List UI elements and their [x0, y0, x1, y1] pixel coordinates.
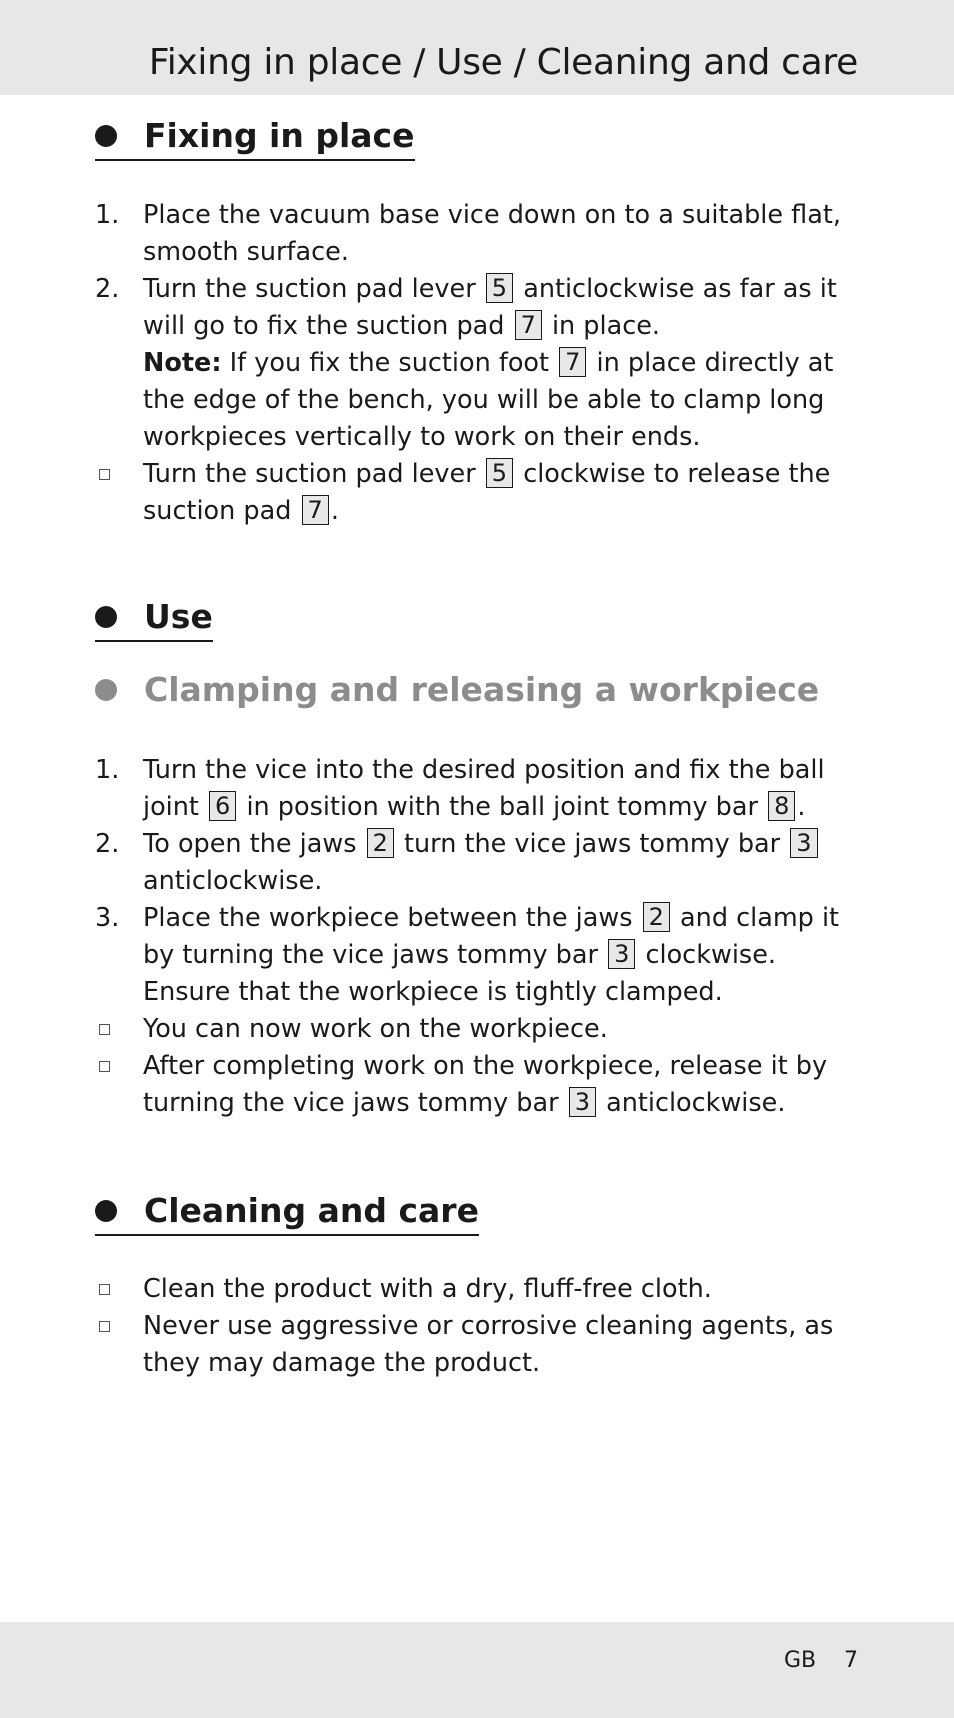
page-number: 7	[844, 1648, 858, 1673]
step-text: .	[797, 792, 806, 822]
list-item	[95, 1048, 865, 1122]
step-text: anticlockwise as far as it will go to fix the suction pad	[143, 274, 837, 341]
section-title: Fixing in place	[144, 116, 415, 155]
part-reference: 5	[486, 458, 513, 488]
list-item	[95, 900, 865, 1011]
list-item	[95, 1308, 865, 1382]
subsection-heading-clamping	[95, 670, 819, 713]
step-number: 3.	[95, 903, 120, 933]
step-text: clockwise. Ensure that the workpiece is tightly clamped.	[143, 940, 776, 1007]
part-reference: 8	[768, 791, 795, 821]
step-text: clockwise to release the suction pad	[143, 459, 831, 526]
step-text: After completing work on the workpiece, release it by turning the vice jaws tommy bar	[143, 1051, 828, 1118]
part-reference: 3	[790, 828, 817, 858]
step-text: You can now work on the workpiece.	[143, 1014, 608, 1044]
part-reference: 7	[302, 495, 329, 525]
step-text: Turn the suction pad lever	[143, 459, 476, 489]
bullet-dot-icon	[95, 606, 117, 628]
step-text: Turn the suction pad lever	[143, 274, 476, 304]
note-label: Note:	[143, 348, 222, 378]
step-number: 1.	[95, 755, 120, 785]
section-title: Cleaning and care	[144, 1191, 479, 1230]
list-item	[95, 271, 865, 456]
fixing-steps	[95, 197, 865, 530]
note-text: in place directly at the edge of the bench, you will be able to clamp long workpieces vertically to work on their ends.	[143, 348, 834, 452]
step-text: in place.	[551, 311, 661, 341]
step-text: Place the workpiece between the jaws	[143, 903, 633, 933]
step-text: To open the jaws	[143, 829, 357, 859]
part-reference: 6	[209, 791, 236, 821]
step-number: 2.	[95, 274, 120, 304]
part-reference: 3	[569, 1087, 596, 1117]
cleaning-steps	[95, 1271, 865, 1382]
step-text: Clean the product with a dry, fluff-free cloth.	[143, 1274, 712, 1304]
subsection-title: Clamping and releasing a workpiece	[144, 670, 820, 709]
step-text: anticlockwise.	[143, 866, 323, 896]
list-item	[95, 456, 865, 530]
checkbox-square-icon	[99, 1061, 110, 1072]
step-text: in position with the ball joint tommy bar	[246, 792, 758, 822]
section-heading-fixing	[95, 116, 415, 161]
list-item	[95, 1271, 865, 1308]
part-reference: 3	[608, 939, 635, 969]
step-number: 1.	[95, 200, 120, 230]
step-text: Turn the vice into the desired position and fix the ball joint	[143, 755, 825, 822]
footer-language-code: GB	[784, 1648, 817, 1673]
section-title: Use	[144, 597, 213, 636]
bullet-dot-icon	[95, 1200, 117, 1222]
page-header-title: Fixing in place / Use / Cleaning and care	[148, 42, 858, 83]
bullet-dot-icon	[95, 125, 117, 147]
checkbox-square-icon	[99, 469, 110, 480]
note-text: If you fix the suction foot	[229, 348, 550, 378]
part-reference: 2	[643, 902, 670, 932]
use-steps	[95, 752, 865, 1122]
step-text: turn the vice jaws tommy bar	[404, 829, 781, 859]
section-heading-use	[95, 597, 213, 642]
step-text: Place the vacuum base vice down on to a suitable flat, smooth surface.	[143, 200, 841, 267]
step-text: Never use aggressive or corrosive cleaning agents, as they may damage the product.	[143, 1311, 834, 1378]
part-reference: 7	[515, 310, 542, 340]
part-reference: 7	[559, 347, 586, 377]
list-item	[95, 752, 865, 826]
checkbox-square-icon	[99, 1284, 110, 1295]
list-item	[95, 197, 865, 271]
step-text: and clamp it by turning the vice jaws tommy bar	[143, 903, 840, 970]
step-text: .	[330, 496, 339, 526]
part-reference: 2	[367, 828, 394, 858]
checkbox-square-icon	[99, 1024, 110, 1035]
step-number: 2.	[95, 829, 120, 859]
step-text: anticlockwise.	[606, 1088, 786, 1118]
section-heading-cleaning	[95, 1191, 479, 1236]
bullet-dot-icon	[95, 679, 117, 701]
part-reference: 5	[486, 273, 513, 303]
list-item	[95, 826, 865, 900]
list-item	[95, 1011, 865, 1048]
checkbox-square-icon	[99, 1321, 110, 1332]
